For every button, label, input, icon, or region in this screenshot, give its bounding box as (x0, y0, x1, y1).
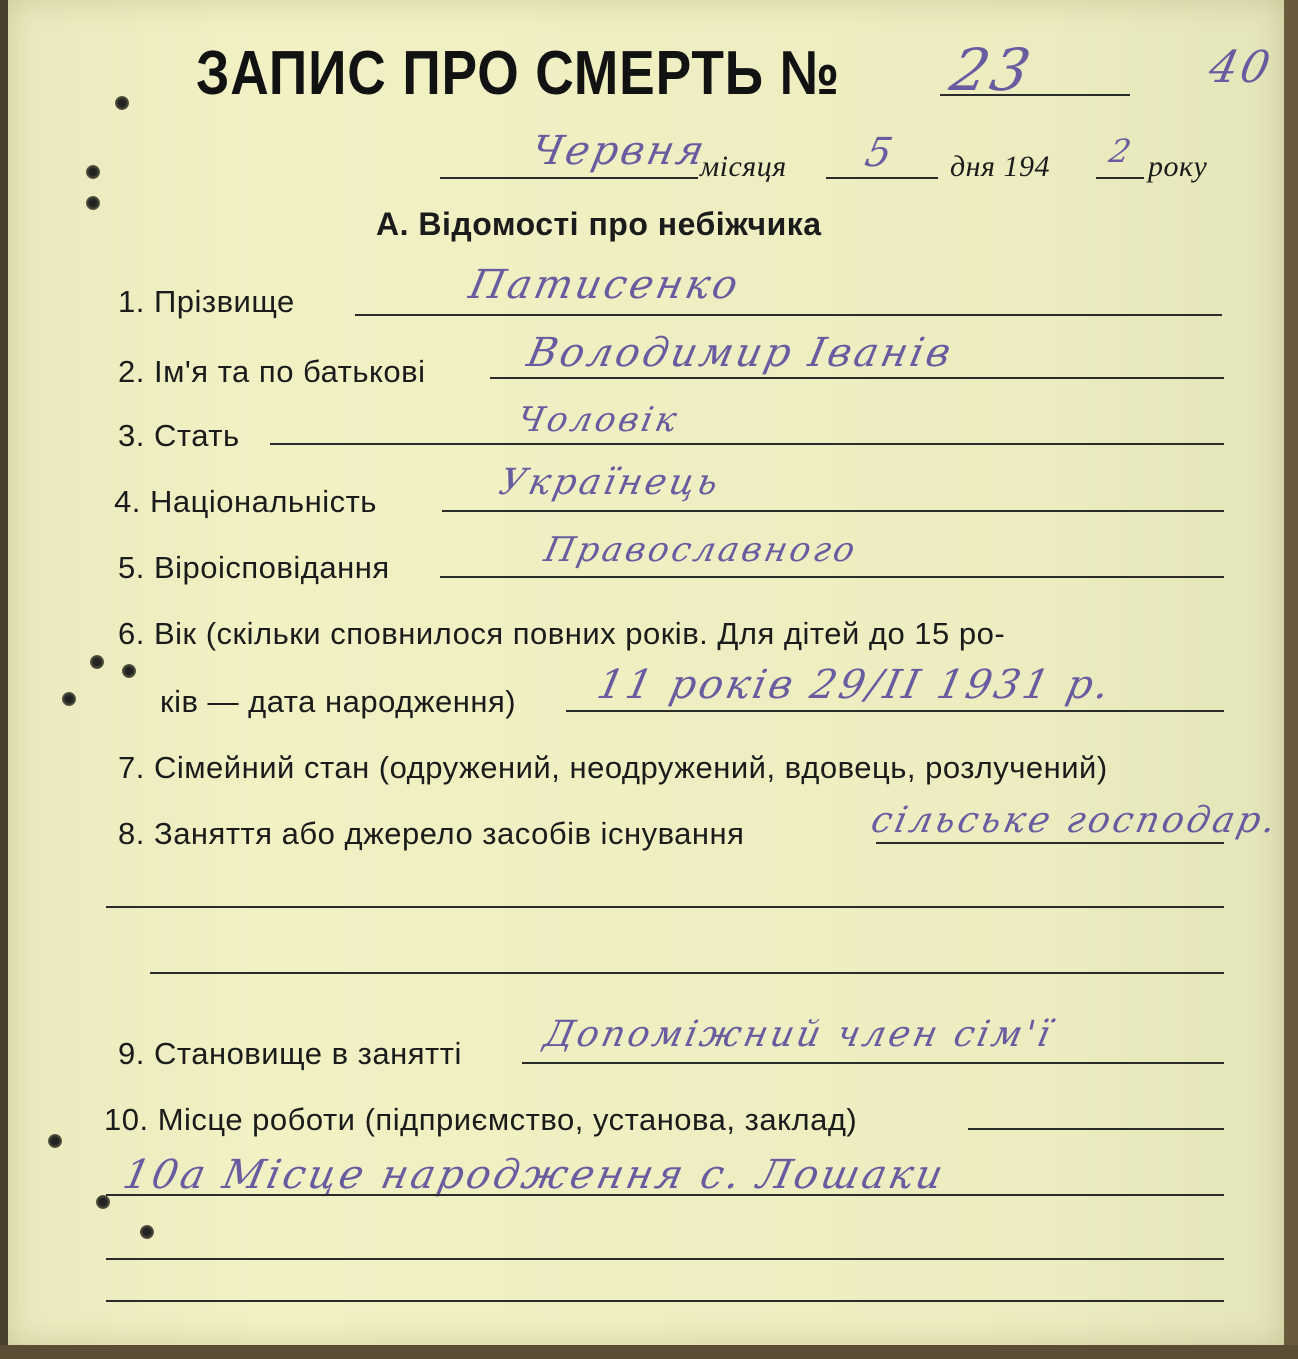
workplace-line (968, 1128, 1224, 1130)
religion-line (440, 576, 1224, 578)
year-label: року (1148, 150, 1208, 183)
date-year-digit: 2 (1105, 132, 1138, 170)
section-heading: А. Відомості про небіжчика (376, 206, 822, 242)
nationality-line (442, 510, 1224, 512)
day-line (826, 177, 938, 179)
record-number: 23 (944, 36, 1040, 104)
corner-mark: 40 (1204, 42, 1278, 93)
name-line (490, 377, 1224, 379)
occupation-value: сільське господар. (867, 800, 1283, 841)
binding-hole (122, 664, 136, 678)
binding-hole (90, 655, 104, 669)
age-label-cont: ків — дата народження) (160, 684, 517, 719)
occupation-line-2 (106, 906, 1224, 908)
binding-hole (96, 1195, 110, 1209)
marital-status-label: 7. Сімейний стан (одружений, неодружений, вдовець, розлучений) (118, 750, 1108, 785)
surname-label: 1. Прізвище (118, 284, 295, 319)
name-label: 2. Ім'я та по батькові (118, 354, 426, 389)
religion-label: 5. Віроісповідання (118, 550, 390, 585)
occupation-status-line (522, 1062, 1224, 1064)
age-line (566, 710, 1224, 712)
binding-hole (86, 165, 100, 179)
date-month: Червня (527, 128, 712, 174)
day-label: дня 194 (950, 150, 1051, 183)
occupation-status-label: 9. Становище в занятті (118, 1036, 462, 1071)
page-edge (1284, 0, 1298, 1359)
date-day: 5 (861, 130, 900, 176)
birthplace-note: 10а Місце народження с. Лошаки (119, 1152, 950, 1198)
age-value: 11 років 29/ІІ 1931 р. (593, 662, 1117, 708)
workplace-line-2 (106, 1194, 1224, 1196)
month-label: місяця (700, 150, 787, 183)
occupation-line (876, 842, 1224, 844)
nationality-label: 4. Національність (114, 484, 377, 519)
binding-hole (86, 196, 100, 210)
surname-value: Патисенко (465, 262, 745, 308)
occupation-status-value: Допоміжний член сім'ї (540, 1014, 1057, 1055)
name-value: Володимир Іванів (523, 330, 958, 376)
page-edge-bottom (0, 1345, 1298, 1359)
surname-line (355, 314, 1222, 316)
binding-hole (140, 1225, 154, 1239)
workplace-line-3 (106, 1258, 1224, 1260)
year-line (1096, 177, 1144, 179)
occupation-line-3 (150, 972, 1224, 974)
sex-value: Чоловік (513, 400, 684, 440)
occupation-label: 8. Заняття або джерело засобів існування (118, 816, 745, 851)
nationality-value: Українець (495, 462, 725, 503)
month-line (440, 177, 698, 179)
binding-hole (115, 96, 129, 110)
workplace-label: 10. Місце роботи (підприємство, установа, заклад) (104, 1102, 858, 1137)
workplace-line-4 (106, 1300, 1224, 1302)
binding-hole (48, 1134, 62, 1148)
sex-label: 3. Стать (118, 418, 240, 453)
form-title: ЗАПИС ПРО СМЕРТЬ № (196, 39, 840, 108)
age-label: 6. Вік (скільки сповнилося повних років. Для дітей до 15 ро- (118, 616, 1006, 651)
binding-hole (62, 692, 76, 706)
religion-value: Православного (540, 530, 862, 570)
sex-line (270, 443, 1224, 445)
